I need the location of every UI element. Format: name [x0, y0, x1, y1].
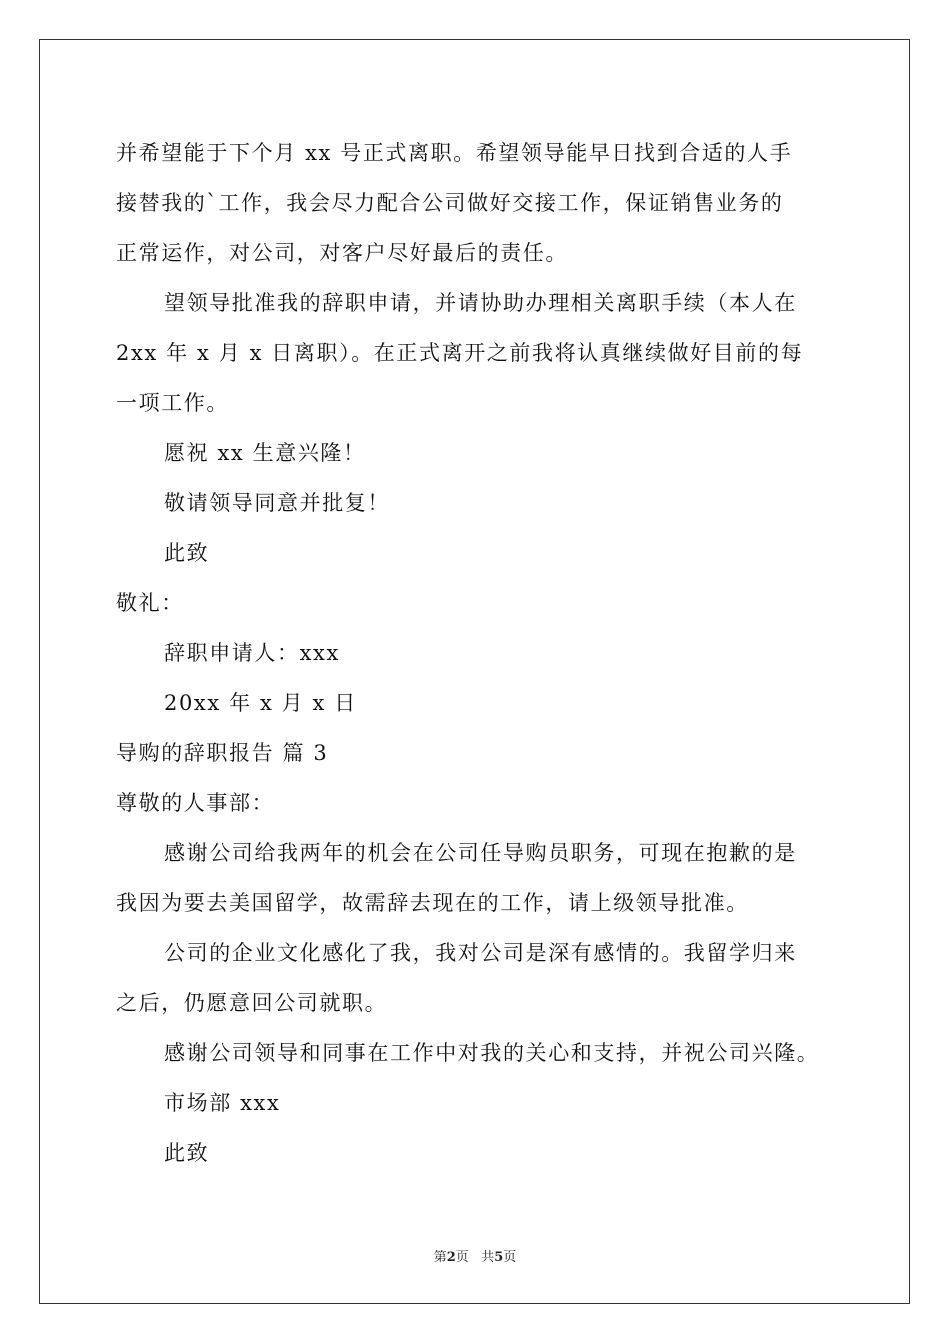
text-line: 辞职申请人：xxx [164, 641, 340, 665]
text-line: 之后，仍愿意回公司就职。 [116, 991, 388, 1015]
text-line: 感谢公司给我两年的机会在公司任导购员职务，可现在抱歉的是 [164, 841, 797, 865]
text-line: 接替我的`工作，我会尽力配合公司做好交接工作，保证销售业务的 [116, 191, 784, 215]
text-line: 2xx 年 x 月 x 日离职）。在正式离开之前我将认真继续做好目前的每 [116, 341, 804, 365]
page-footer [0, 1246, 950, 1265]
text-line: 公司的企业文化感化了我，我对公司是深有感情的。我留学归来 [164, 941, 797, 965]
text-line: 望领导批准我的辞职申请，并请协助办理相关离职手续（本人在 [164, 291, 797, 315]
document-body [116, 128, 836, 1178]
footer-page-word: 页 [455, 1250, 469, 1265]
footer-total-word: 页 [503, 1250, 517, 1265]
text-line: 我因为要去美国留学，故需辞去现在的工作，请上级领导批准。 [116, 891, 749, 915]
text-line: 感谢公司领导和同事在工作中对我的关心和支持，并祝公司兴隆。 [164, 1041, 820, 1065]
text-line: 尊敬的人事部： [116, 791, 275, 815]
text-line: 导购的辞职报告 篇 3 [116, 741, 329, 765]
text-line: 并希望能于下个月 xx 号正式离职。希望领导能早日找到合适的人手 [116, 141, 793, 165]
text-line: 20xx 年 x 月 x 日 [164, 691, 357, 715]
text-line: 敬请领导同意并批复！ [164, 491, 390, 515]
footer-total-prefix: 共 [481, 1250, 495, 1265]
text-line: 此致 [164, 541, 210, 565]
current-page-number: 2 [446, 1250, 456, 1265]
text-line: 市场部 xxx [164, 1091, 281, 1115]
text-line: 一项工作。 [116, 391, 229, 415]
text-line: 正常运作，对公司，对客户尽好最后的责任。 [116, 241, 568, 265]
total-pages-number: 5 [494, 1250, 504, 1265]
text-line: 敬礼： [116, 591, 184, 615]
footer-prefix: 第 [433, 1250, 447, 1265]
text-line: 愿祝 xx 生意兴隆！ [164, 441, 366, 465]
text-line: 此致 [164, 1141, 210, 1165]
